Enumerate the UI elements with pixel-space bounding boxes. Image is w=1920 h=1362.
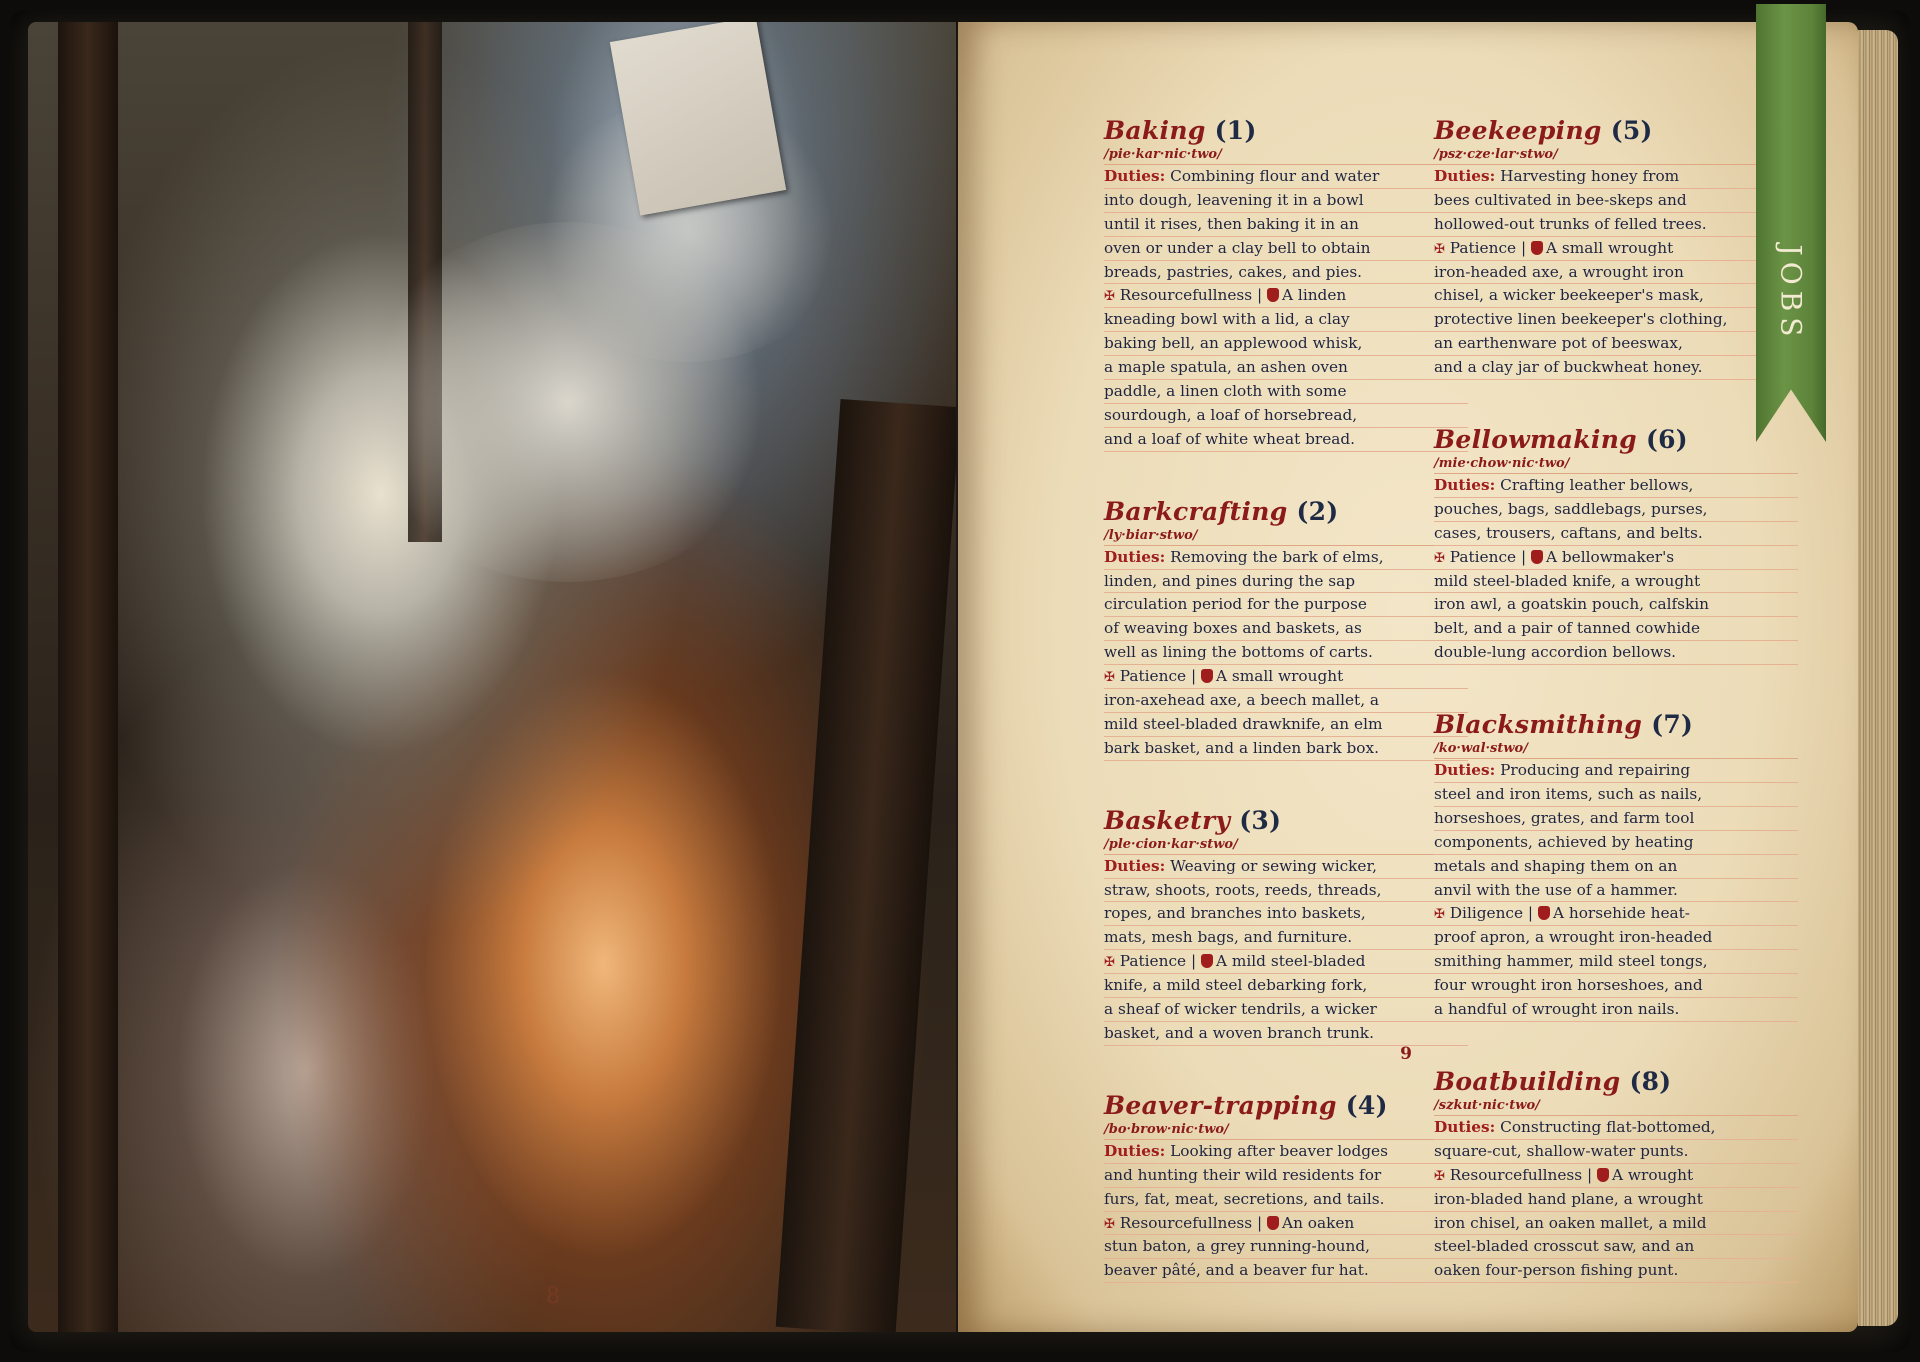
equipment-line: iron-bladed hand plane, a wrought — [1434, 1188, 1798, 1212]
entry-title: Blacksmithing (7) — [1434, 710, 1694, 740]
duties-line: cases, trousers, caftans, and belts. — [1434, 522, 1798, 546]
cross-pattee-icon: ✠ — [1104, 1216, 1115, 1232]
equipment-line: kneading bowl with a lid, a clay — [1104, 308, 1468, 332]
tree-trunk — [58, 22, 118, 1332]
cross-pattee-icon: ✠ — [1434, 1168, 1445, 1184]
duties-line: well as lining the bottoms of carts. — [1104, 641, 1468, 665]
job-entry-beekeeping — [1434, 116, 1798, 380]
equipment-line: iron-headed axe, a wrought iron — [1434, 261, 1798, 285]
cross-pattee-icon: ✠ — [1434, 907, 1445, 923]
page-number-left: 8 — [546, 1284, 560, 1309]
cross-pattee-icon: ✠ — [1104, 955, 1115, 971]
duties-line: pouches, bags, saddlebags, purses, — [1434, 498, 1798, 522]
pouch-icon — [1531, 550, 1543, 564]
entry-title: Baking (1) — [1104, 116, 1257, 145]
job-entry-baking — [1104, 116, 1468, 452]
duties-line: metals and shaping them on an — [1434, 855, 1798, 879]
tree-trunk — [776, 399, 956, 1332]
duties-line: Duties: Combining flour and water — [1104, 165, 1468, 189]
duties-line: straw, shoots, roots, reeds, threads, — [1104, 879, 1468, 903]
pronunciation: /pie·kar·nic·two/ — [1104, 146, 1468, 165]
job-entry-bellowmaking — [1434, 425, 1798, 665]
duties-line: ropes, and branches into baskets, — [1104, 902, 1468, 926]
equipment-line: and a clay jar of buckwheat honey. — [1434, 356, 1798, 380]
cross-pattee-icon: ✠ — [1104, 670, 1115, 686]
pronunciation: /ko·wal·stwo/ — [1434, 740, 1798, 759]
equipment-line: bark basket, and a linden bark box. — [1104, 737, 1468, 761]
trait-equipment-line: ✠ Patience | A bellowmaker's — [1434, 546, 1798, 570]
equipment-line: and a loaf of white wheat bread. — [1104, 428, 1468, 452]
equipment-line: mild steel-bladed drawknife, an elm — [1104, 713, 1468, 737]
equipment-line: belt, and a pair of tanned cowhide — [1434, 617, 1798, 641]
trait-equipment-line: ✠ Patience | A small wrought — [1434, 237, 1798, 261]
equipment-line: beaver pâté, and a beaver fur hat. — [1104, 1259, 1468, 1283]
trait-equipment-line: ✠ Resourcefullness | A wrought — [1434, 1164, 1798, 1188]
duties-line: circulation period for the purpose — [1104, 593, 1468, 617]
equipment-line: double-lung accordion bellows. — [1434, 641, 1798, 665]
duties-line: Duties: Weaving or sewing wicker, — [1104, 855, 1468, 879]
pouch-icon — [1267, 288, 1279, 302]
trait-equipment-line: ✠ Resourcefullness | A linden — [1104, 284, 1468, 308]
job-entry-barkcrafting — [1104, 497, 1468, 761]
cross-pattee-icon: ✠ — [1434, 550, 1445, 566]
duties-line: oven or under a clay bell to obtain — [1104, 237, 1468, 261]
left-page-painting — [28, 22, 956, 1332]
entry-title: Barkcrafting (2) — [1104, 496, 1339, 526]
equipment-line: stun baton, a grey running-hound, — [1104, 1235, 1468, 1259]
equipment-line: paddle, a linen cloth with some — [1104, 380, 1468, 404]
duties-line: square-cut, shallow-water punts. — [1434, 1140, 1798, 1164]
page-number-right: 9 — [1400, 1044, 1412, 1064]
equipment-line: four wrought iron horseshoes, and — [1434, 974, 1798, 998]
duties-line: Duties: Removing the bark of elms, — [1104, 546, 1468, 570]
bookmark-label[interactable]: JOBS — [1774, 244, 1808, 342]
duties-line: until it rises, then baking it in an — [1104, 213, 1468, 237]
page-edges — [1858, 30, 1898, 1326]
equipment-line: an earthenware pot of beeswax, — [1434, 332, 1798, 356]
entry-title: Beekeeping (5) — [1434, 116, 1653, 145]
pronunciation: /ple·cion·kar·stwo/ — [1104, 836, 1468, 855]
duties-line: breads, pastries, cakes, and pies. — [1104, 261, 1468, 285]
job-entry-basketry — [1104, 806, 1468, 1046]
job-entry-blacksmithing — [1434, 710, 1798, 1022]
equipment-line: baking bell, an applewood whisk, — [1104, 332, 1468, 356]
equipment-line: chisel, a wicker beekeeper's mask, — [1434, 284, 1798, 308]
torn-paper-note — [610, 22, 786, 216]
pronunciation: /szkut·nic·two/ — [1434, 1097, 1798, 1116]
pouch-icon — [1201, 954, 1213, 968]
job-entry-beaver-trapping — [1104, 1091, 1468, 1283]
duties-line: steel and iron items, such as nails, — [1434, 783, 1798, 807]
equipment-line: a maple spatula, an ashen oven — [1104, 356, 1468, 380]
pouch-icon — [1538, 906, 1550, 920]
duties-line: bees cultivated in bee-skeps and — [1434, 189, 1798, 213]
duties-line: Duties: Constructing flat-bottomed, — [1434, 1116, 1798, 1140]
duties-line: Duties: Crafting leather bellows, — [1434, 474, 1798, 498]
pouch-icon — [1267, 1216, 1279, 1230]
duties-line: anvil with the use of a hammer. — [1434, 879, 1798, 903]
entry-title: Beaver-trapping (4) — [1104, 1090, 1388, 1120]
equipment-line: oaken four-person fishing punt. — [1434, 1259, 1798, 1283]
duties-line: of weaving boxes and baskets, as — [1104, 617, 1468, 641]
cross-pattee-icon: ✠ — [1104, 289, 1115, 305]
duties-line: components, achieved by heating — [1434, 831, 1798, 855]
trait-equipment-line: ✠ Patience | A small wrought — [1104, 665, 1468, 689]
equipment-line: sourdough, a loaf of horsebread, — [1104, 404, 1468, 428]
duties-line: Duties: Looking after beaver lodges — [1104, 1140, 1468, 1164]
equipment-line: knife, a mild steel debarking fork, — [1104, 974, 1468, 998]
duties-line: horseshoes, grates, and farm tool — [1434, 807, 1798, 831]
trait-equipment-line: ✠ Resourcefullness | An oaken — [1104, 1212, 1468, 1236]
equipment-line: mild steel-bladed knife, a wrought — [1434, 570, 1798, 594]
equipment-line: a handful of wrought iron nails. — [1434, 998, 1798, 1022]
duties-line: and hunting their wild residents for — [1104, 1164, 1468, 1188]
equipment-line: protective linen beekeeper's clothing, — [1434, 308, 1798, 332]
right-page-text — [958, 22, 1858, 1332]
entry-title: Boatbuilding (8) — [1434, 1066, 1672, 1096]
entry-title: Bellowmaking (6) — [1434, 425, 1688, 455]
equipment-line: steel-bladed crosscut saw, and an — [1434, 1235, 1798, 1259]
equipment-line: smithing hammer, mild steel tongs, — [1434, 950, 1798, 974]
duties-line: Duties: Harvesting honey from — [1434, 165, 1798, 189]
column-right — [1434, 116, 1798, 1283]
equipment-line: iron chisel, an oaken mallet, a mild — [1434, 1212, 1798, 1236]
duties-line: linden, and pines during the sap — [1104, 570, 1468, 594]
pouch-icon — [1597, 1168, 1609, 1182]
cross-pattee-icon: ✠ — [1434, 241, 1445, 257]
duties-line: Duties: Producing and repairing — [1434, 759, 1798, 783]
trait-equipment-line: ✠ Patience | A mild steel-bladed — [1104, 950, 1468, 974]
duties-line: into dough, leavening it in a bowl — [1104, 189, 1468, 213]
pouch-icon — [1201, 669, 1213, 683]
entry-title: Basketry (3) — [1104, 805, 1282, 835]
pronunciation: /ly·biar·stwo/ — [1104, 527, 1468, 546]
pronunciation: /bo·brow·nic·two/ — [1104, 1121, 1468, 1140]
pronunciation: /psz·cze·lar·stwo/ — [1434, 146, 1798, 165]
duties-line: hollowed-out trunks of felled trees. — [1434, 213, 1798, 237]
pronunciation: /mie·chow·nic·two/ — [1434, 455, 1798, 474]
pouch-icon — [1531, 241, 1543, 255]
equipment-line: iron awl, a goatskin pouch, calfskin — [1434, 593, 1798, 617]
duties-line: mats, mesh bags, and furniture. — [1104, 926, 1468, 950]
equipment-line: basket, and a woven branch trunk. — [1104, 1022, 1468, 1046]
duties-line: furs, fat, meat, secretions, and tails. — [1104, 1188, 1468, 1212]
equipment-line: iron-axehead axe, a beech mallet, a — [1104, 689, 1468, 713]
column-left — [1104, 116, 1468, 1283]
equipment-line: proof apron, a wrought iron-headed — [1434, 926, 1798, 950]
equipment-line: a sheaf of wicker tendrils, a wicker — [1104, 998, 1468, 1022]
job-entry-boatbuilding — [1434, 1067, 1798, 1283]
trait-equipment-line: ✠ Diligence | A horsehide heat- — [1434, 902, 1798, 926]
